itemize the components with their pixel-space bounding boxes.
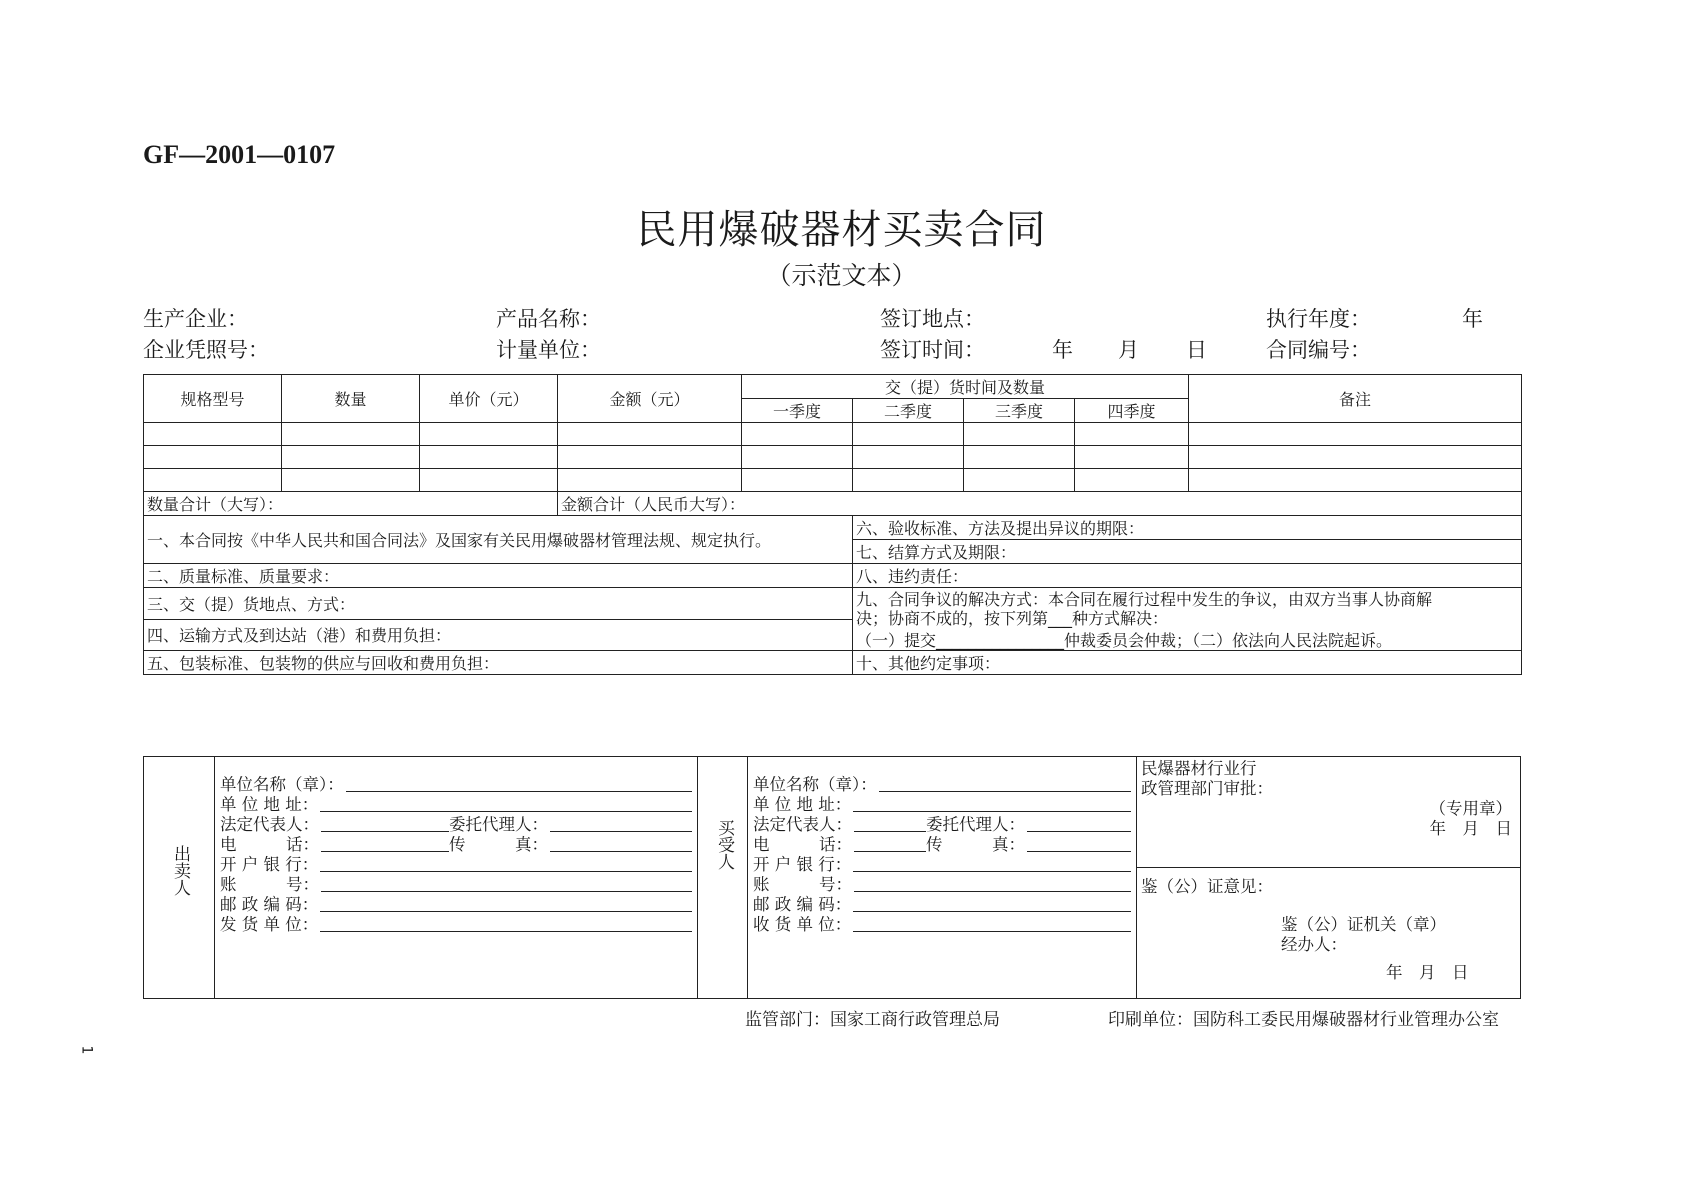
buyer-bank-input[interactable] xyxy=(853,855,1131,872)
page-title: 民用爆破器材买卖合同 xyxy=(636,207,1047,253)
buyer-receive-unit-label: 收 货 单 位： xyxy=(753,915,852,934)
buyer-unit-name-label: 单位名称（章）： xyxy=(753,775,877,794)
col-q1: 一季度 xyxy=(742,399,853,423)
clause-7: 七、结算方式及期限： xyxy=(853,540,1522,564)
seller-agent-input[interactable] xyxy=(550,815,692,832)
buyer-unit-name-input[interactable] xyxy=(879,775,1131,792)
cell[interactable] xyxy=(742,423,853,446)
product-name-label: 产品名称： xyxy=(496,307,601,331)
sign-place-label: 签订地点： xyxy=(880,307,985,331)
seller-account-label: 账 号： xyxy=(220,875,319,894)
col-unit-price: 单价（元） xyxy=(420,375,558,423)
buyer-address-input[interactable] xyxy=(853,795,1131,812)
buyer-receive-unit-input[interactable] xyxy=(853,915,1131,932)
sign-year: 年 xyxy=(1052,338,1073,362)
measure-unit-label: 计量单位： xyxy=(496,338,601,362)
cell[interactable] xyxy=(1189,446,1522,469)
buyer-agent-input[interactable] xyxy=(1027,815,1131,832)
footer-supervisor: 监管部门：国家工商行政管理总局 xyxy=(745,1010,1000,1030)
notary-org: 鉴（公）证机关（章） xyxy=(1281,915,1446,934)
page-subtitle: （示范文本） xyxy=(766,261,917,290)
seller-bank-input[interactable] xyxy=(320,855,692,872)
cell[interactable] xyxy=(853,423,964,446)
sign-day: 日 xyxy=(1186,338,1207,362)
clause-4: 四、运输方式及到达站（港）和费用负担： xyxy=(144,619,853,651)
cell[interactable] xyxy=(420,423,558,446)
cell[interactable] xyxy=(282,423,420,446)
approval-date: 年 月 日 xyxy=(1429,819,1512,838)
clause-8: 八、违约责任： xyxy=(853,564,1522,588)
cell[interactable] xyxy=(558,469,742,492)
buyer-phone-input[interactable] xyxy=(854,835,926,852)
buyer-agent-label: 委托代理人： xyxy=(926,815,1025,834)
notary-section xyxy=(1281,915,1446,955)
seller-postcode-label: 邮 政 编 码： xyxy=(220,895,319,914)
seller-legal-rep-label: 法定代表人： xyxy=(220,815,319,834)
approval-section xyxy=(1141,759,1273,799)
clause-3: 三、交（提）货地点、方式： xyxy=(144,588,853,620)
clause-6: 六、验收标准、方法及提出异议的期限： xyxy=(853,516,1522,540)
qty-total-label: 数量合计（大写）： xyxy=(144,492,558,516)
seller-ship-unit-input[interactable] xyxy=(320,915,692,932)
buyer-phone-label: 电 话： xyxy=(753,835,852,854)
cell[interactable] xyxy=(964,423,1075,446)
contract-table xyxy=(143,374,1522,675)
cell[interactable] xyxy=(144,446,282,469)
page-number: 1 xyxy=(78,1045,95,1055)
exec-year-label: 执行年度： xyxy=(1266,307,1371,331)
cell[interactable] xyxy=(282,469,420,492)
cell[interactable] xyxy=(1075,446,1189,469)
seller-legal-rep-input[interactable] xyxy=(321,815,449,832)
seller-unit-name-label: 单位名称（章）： xyxy=(220,775,344,794)
seller-address-input[interactable] xyxy=(320,795,692,812)
seller-postcode-input[interactable] xyxy=(320,895,692,912)
col-spec: 规格型号 xyxy=(144,375,282,423)
cell[interactable] xyxy=(144,423,282,446)
buyer-address-label: 单 位 地 址： xyxy=(753,795,852,814)
license-no-label: 企业凭照号： xyxy=(143,338,269,362)
col-amount: 金额（元） xyxy=(558,375,742,423)
clause-2: 二、质量标准、质量要求： xyxy=(144,564,853,588)
buyer-bank-label: 开 户 银 行： xyxy=(753,855,852,874)
seller-phone-input[interactable] xyxy=(321,835,449,852)
seller-unit-name-input[interactable] xyxy=(346,775,692,792)
clause-10: 十、其他约定事项： xyxy=(853,651,1522,675)
buyer-label: 买受人 xyxy=(714,819,734,870)
col-q2: 二季度 xyxy=(853,399,964,423)
col-qty: 数量 xyxy=(282,375,420,423)
cell[interactable] xyxy=(1189,423,1522,446)
clause-1: 一、本合同按《中华人民共和国合同法》及国家有关民用爆破器材管理法规、规定执行。 xyxy=(144,516,853,564)
col-remarks: 备注 xyxy=(1189,375,1522,423)
cell[interactable] xyxy=(1189,469,1522,492)
cell[interactable] xyxy=(964,446,1075,469)
sign-month: 月 xyxy=(1118,338,1139,362)
cell[interactable] xyxy=(853,469,964,492)
approval-line-2: 政管理部门审批： xyxy=(1141,779,1273,798)
cell[interactable] xyxy=(1075,423,1189,446)
clause-9-line-2: 决；协商不成的，按下列第___种方式解决： xyxy=(856,609,1169,628)
sign-time-label: 签订时间： xyxy=(880,338,985,362)
clause-9 xyxy=(853,588,1522,651)
buyer-fax-label: 传 真： xyxy=(926,835,1025,854)
buyer-account-input[interactable] xyxy=(854,875,1131,892)
buyer-postcode-input[interactable] xyxy=(853,895,1131,912)
buyer-account-label: 账 号： xyxy=(753,875,852,894)
seller-agent-label: 委托代理人： xyxy=(449,815,548,834)
buyer-postcode-label: 邮 政 编 码： xyxy=(753,895,852,914)
cell[interactable] xyxy=(282,446,420,469)
cell[interactable] xyxy=(558,446,742,469)
cell[interactable] xyxy=(853,446,964,469)
cell[interactable] xyxy=(144,469,282,492)
clause-9-line-3: （一）提交________________仲裁委员会仲裁；（二）依法向人民法院起诉。 xyxy=(856,631,1393,650)
seller-fax-label: 传 真： xyxy=(449,835,548,854)
producer-label: 生产企业： xyxy=(143,307,248,331)
seller-label: 出卖人 xyxy=(170,845,190,896)
cell[interactable] xyxy=(558,423,742,446)
approval-line-1: 民爆器材行业行 xyxy=(1141,759,1257,778)
notary-title: 鉴（公）证意见： xyxy=(1141,877,1273,896)
buyer-legal-rep-label: 法定代表人： xyxy=(753,815,852,834)
cell[interactable] xyxy=(742,469,853,492)
amount-total-label: 金额合计（人民币大写）： xyxy=(558,492,1522,516)
cell[interactable] xyxy=(1075,469,1189,492)
col-q4: 四季度 xyxy=(1075,399,1189,423)
approval-seal: （专用章） xyxy=(1429,799,1512,818)
cell[interactable] xyxy=(420,446,558,469)
seller-fields xyxy=(220,775,692,935)
exec-year-unit: 年 xyxy=(1462,307,1483,331)
table-row xyxy=(144,469,1522,492)
table-row xyxy=(144,446,1522,469)
clause-9-line-1: 九、合同争议的解决方式：本合同在履行过程中发生的争议，由双方当事人协商解 xyxy=(856,590,1433,609)
seller-address-label: 单 位 地 址： xyxy=(220,795,319,814)
buyer-legal-rep-input[interactable] xyxy=(854,815,926,832)
footer-printer: 印刷单位：国防科工委民用爆破器材行业管理办公室 xyxy=(1108,1010,1499,1030)
notary-date: 年 月 日 xyxy=(1386,963,1469,982)
cell[interactable] xyxy=(964,469,1075,492)
parties-section xyxy=(143,756,1521,999)
seller-phone-label: 电 话： xyxy=(220,835,319,854)
seller-account-input[interactable] xyxy=(321,875,692,892)
seller-fax-input[interactable] xyxy=(550,835,692,852)
notary-handler: 经办人： xyxy=(1281,935,1347,954)
cell[interactable] xyxy=(742,446,853,469)
contract-no-label: 合同编号： xyxy=(1266,338,1371,362)
clause-5: 五、包装标准、包装物的供应与回收和费用负担： xyxy=(144,651,853,675)
table-row xyxy=(144,423,1522,446)
buyer-fax-input[interactable] xyxy=(1027,835,1131,852)
buyer-fields xyxy=(753,775,1131,935)
col-q3: 三季度 xyxy=(964,399,1075,423)
document-code: GF—2001—0107 xyxy=(143,140,336,169)
col-delivery-group: 交（提）货时间及数量 xyxy=(742,375,1189,399)
seller-ship-unit-label: 发 货 单 位： xyxy=(220,915,319,934)
cell[interactable] xyxy=(420,469,558,492)
seller-bank-label: 开 户 银 行： xyxy=(220,855,319,874)
